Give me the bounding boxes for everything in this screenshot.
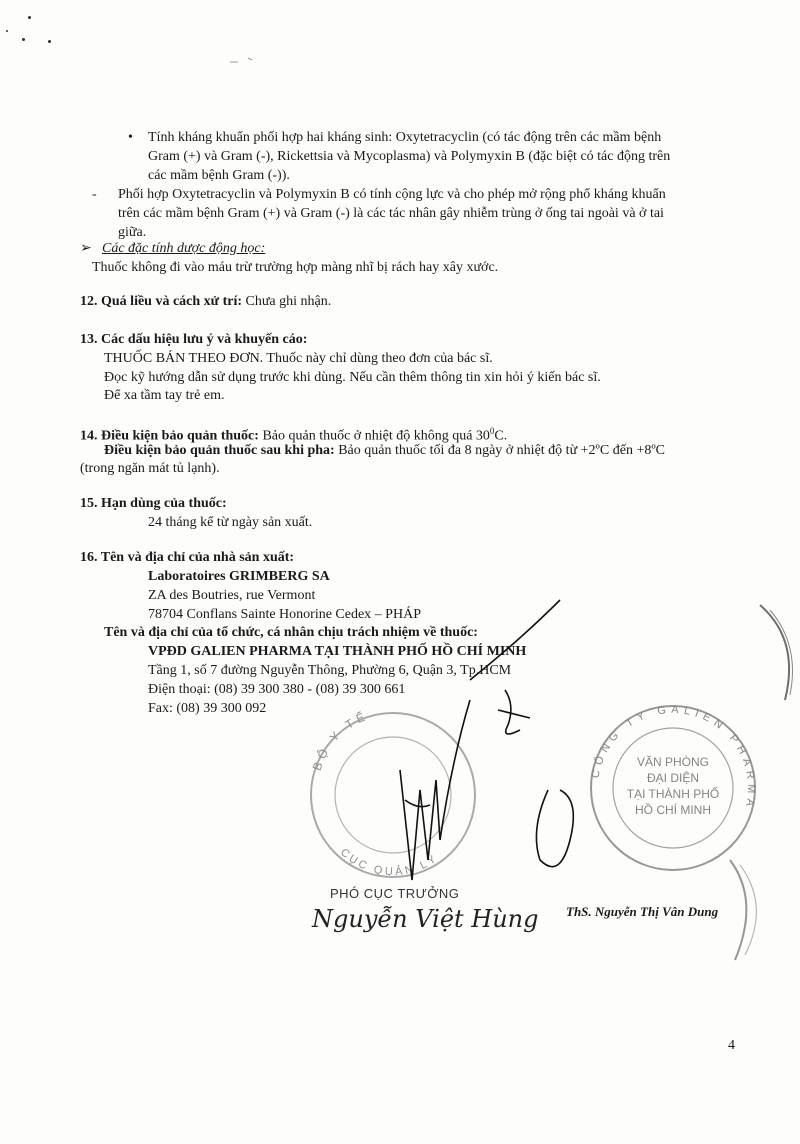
org-address: Tầng 1, số 7 đường Nguyễn Thông, Phường 6, Quận 3, Tp.HCM: [148, 663, 512, 678]
manufacturer-name: Laboratoires GRIMBERG SA: [148, 569, 330, 584]
bullet1-line2: Gram (+) và Gram (-), Rickettsia và Mycoplasma) và Polymyxin B (đặc biệt có tác động trên: [148, 149, 671, 164]
org-fax: Fax: (08) 39 300 092: [148, 701, 267, 716]
bullet1-line3: các mầm bệnh Gram (-)).: [148, 168, 290, 183]
section16-heading: 16. Tên và địa chỉ của nhà sản xuất:: [80, 550, 295, 565]
degree-sup: 0: [489, 426, 495, 436]
pk-heading: Các đặc tính dược động học:: [102, 241, 266, 256]
dash1-line3: giữa.: [118, 225, 147, 240]
dash1-line2: trên các mầm bệnh Gram (+) và Gram (-) là các tác nhân gây nhiễm trùng ở ống tai ngoài và ở tai: [118, 206, 664, 221]
org-name: VPĐD GALIEN PHARMA TẠI THÀNH PHỐ HỒ CHÍ MINH: [148, 644, 527, 659]
org-heading: Tên và địa chỉ của tổ chức, cá nhân chịu trách nhiệm về thuốc:: [104, 625, 478, 640]
bullet-dot: •: [128, 130, 133, 145]
ministry-stamp-bottom-text: CỤC QUẢN LÝ: [337, 846, 441, 879]
section14-text2: Bảo quản thuốc tối đa 8 ngày ở nhiệt độ từ +2ºC đến +8ºC: [338, 443, 666, 458]
section12-text: Chưa ghi nhận.: [245, 294, 332, 309]
manufacturer-address1: ZA des Boutries, rue Vermont: [148, 588, 316, 603]
ministry-stamp-inner-ring: [335, 737, 451, 853]
company-stamp-center4: HỒ CHÍ MINH: [635, 803, 711, 817]
arrow-bullet-icon: ➢: [80, 241, 92, 256]
scan-mark: [230, 58, 252, 62]
section15-text: 24 tháng kể từ ngày sản xuất.: [148, 515, 313, 530]
signature-left: [400, 700, 470, 880]
section14-text2-line2: (trong ngăn mát tủ lạnh).: [80, 461, 220, 476]
dash-marker: -: [92, 187, 97, 202]
section14-text1: Bảo quản thuốc ở nhiệt độ không quá 30: [262, 428, 490, 444]
section12-heading: 12. Quá liều và cách xử trí:: [80, 294, 242, 309]
ministry-stamp-top-text: BỘ Y TẾ: [309, 708, 371, 773]
section13-line1: THUỐC BÁN THEO ĐƠN. Thuốc này chỉ dùng theo đơn của bác sĩ.: [104, 351, 493, 366]
section13-heading: 13. Các dấu hiệu lưu ý và khuyến cáo:: [80, 332, 308, 347]
right-signer-name: ThS. Nguyễn Thị Vân Dung: [566, 904, 719, 919]
section13-line2: Đọc kỹ hướng dẫn sử dụng trước khi dùng. Nếu cần thêm thông tin xin hỏi ý kiến bác sĩ.: [104, 370, 601, 385]
edge-stamp-top: [760, 605, 793, 700]
dash1-line1: Phối hợp Oxytetracyclin và Polymyxin B có tính cộng lực và cho phép mở rộng phổ kháng khuẩn: [118, 187, 666, 202]
section13-line3: Để xa tầm tay trẻ em.: [104, 388, 225, 403]
left-signer-title: PHÓ CỤC TRƯỞNG: [330, 886, 460, 901]
ministry-stamp: [310, 708, 475, 879]
pk-text: Thuốc không đi vào máu trừ trường hợp màng nhĩ bị rách hay xây xước.: [92, 260, 499, 275]
section15-heading: 15. Hạn dùng của thuốc:: [80, 496, 227, 511]
bullet1-line1: Tính kháng khuẩn phối hợp hai kháng sinh: Oxytetracyclin (có tác động trên các mầm bệnh: [148, 130, 662, 145]
org-phone: Điện thoại: (08) 39 300 380 - (08) 39 300 661: [148, 682, 406, 697]
left-signer-name: Nguyễn Việt Hùng: [312, 905, 539, 933]
edge-stamp-bottom: [730, 860, 756, 960]
company-stamp-center2: ĐẠI DIỆN: [646, 771, 700, 785]
company-stamp: [590, 704, 758, 870]
company-stamp-center1: VĂN PHÒNG: [636, 755, 710, 769]
page-number: 4: [728, 1038, 735, 1053]
section14-text1-end: C.: [494, 428, 508, 444]
company-stamp-ring-text: CÔNG TY GALIEN PHARMA: [589, 703, 758, 813]
section14-heading2: Điều kiện bảo quản thuốc sau khi pha:: [104, 443, 335, 458]
manufacturer-address2: 78704 Conflans Sainte Honorine Cedex – PHÁP: [148, 607, 421, 622]
signature-right: [470, 600, 573, 867]
company-stamp-center3: TẠI THÀNH PHỐ: [626, 787, 720, 801]
section14-heading1: 14. Điều kiện bảo quản thuốc:: [80, 428, 259, 444]
